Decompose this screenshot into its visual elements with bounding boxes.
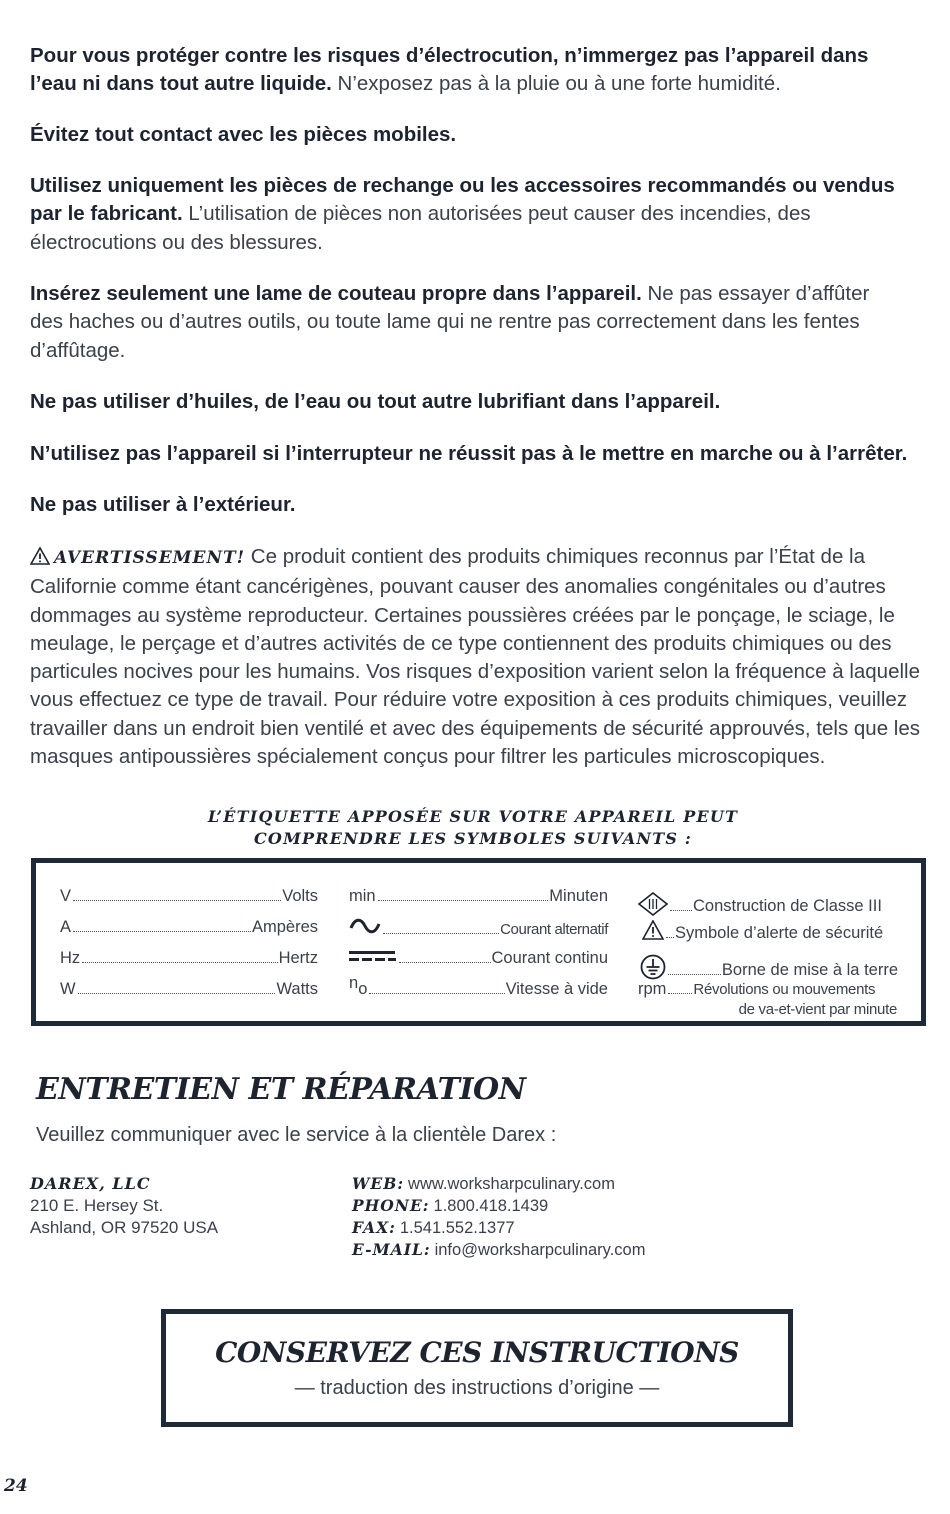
ground-terminal-icon [640,949,666,980]
safety-item-outdoor [30,491,920,519]
symbol-code-n: n [349,974,359,992]
symbol-row [60,980,318,999]
symbol-meaning: Hertz [278,949,318,967]
leader-dots [399,962,491,963]
symbols-table [31,858,926,1026]
safety-alert-icon [642,918,664,943]
symbol-code: min [349,887,376,905]
contact-web [352,1173,645,1195]
symbol-code: A [60,918,72,936]
symbol-row [349,918,608,939]
safety-item-bold: N’utilisez pas l’appareil si l’interrupteur ne réussit pas à le mettre en marche ou à l’arrêter. [30,442,908,465]
leader-dots [73,900,281,901]
page-number: 24 [4,1476,28,1496]
safety-item-moving-parts [30,121,920,149]
symbol-row [638,887,898,916]
safety-item-text: L’utilisation de pièces non autorisées peut causer des incendies, des électrocutions ou des blessures. [30,202,811,254]
leader-dots [78,993,276,994]
safety-item-bold: Évitez tout contact avec les pièces mobiles. [30,123,457,146]
safety-item-no-lubricant [30,388,920,416]
leader-dots [666,937,674,938]
symbol-row [60,887,318,906]
symbols-heading-line2: COMPRENDRE LES SYMBOLES SUIVANTS : [254,829,692,848]
symbol-code [349,974,368,999]
safety-item-bold: Ne pas utiliser d’huiles, de l’eau ou tout autre lubrifiant dans l’appareil. [30,390,721,413]
safety-item-bold: Pour vous protéger contre les risques d’électrocution, n’immergez pas l’appareil dans l’eau ni dans tout autre liquide. [30,44,869,96]
phone-number: 1.800.418.1439 [433,1197,549,1215]
safety-item-bold: Utilisez uniquement les pièces de rechange ou les accessoires recommandés ou vendus par le fabricant. [30,174,895,226]
leader-dots [73,931,251,932]
symbol-code-o: o [358,980,368,998]
leader-dots [82,962,277,963]
address-line-2: Ashland, OR 97520 USA [30,1218,219,1237]
symbol-code: rpm [638,980,667,998]
symbols-heading [0,806,946,850]
symbol-meaning: Watts [276,980,318,998]
symbol-row-continuation [739,1001,897,1018]
symbol-meaning: Borne de mise à la terre [721,961,898,979]
symbol-meaning: Minuten [549,887,608,905]
address-line-1: 210 E. Hersey St. [30,1196,164,1215]
safety-item-no-immersion [30,42,920,99]
warning-label: AVERTISSEMENT! [54,548,246,568]
symbol-meaning: Ampères [251,918,318,936]
safety-item-clean-blade [30,280,890,365]
leader-dots [668,993,692,994]
symbol-meaning: Vitesse à vide [505,980,608,998]
symbol-code: V [60,887,72,905]
symbol-row [60,949,318,968]
contact-details [352,1173,645,1261]
safety-item-bold: Insérez seulement une lame de couteau propre dans l’appareil. [30,282,642,305]
symbol-meaning: Courant continu [491,949,608,967]
contact-fax [352,1217,645,1239]
leader-dots [369,993,504,994]
symbol-meaning: Révolutions ou mouvements [693,981,876,998]
symbol-row [638,980,898,999]
keep-instructions-box [161,1309,793,1427]
symbol-row [640,949,898,980]
safety-item-text: N’exposez pas à la pluie ou à une forte humidité. [331,72,781,96]
safety-item-text: Ne pas essayer d’affûter des haches ou d’autres outils, ou toute lame qui ne rentre pas correctement dans les fentes d’affûtage. [30,282,870,362]
keep-subtitle: — traduction des instructions d’origine — [294,1377,660,1399]
symbol-meaning: de va-et-vient par minute [738,1001,897,1018]
email-link[interactable]: info@worksharpculinary.com [434,1241,646,1259]
email-label: E-MAIL: [352,1240,431,1259]
fax-label: FAX: [352,1218,396,1237]
keep-title: CONSERVEZ CES INSTRUCTIONS [215,1336,739,1369]
leader-dots [670,910,692,911]
service-intro: Veuillez communiquer avec le service à la clientèle Darex : [36,1124,557,1146]
leader-dots [378,900,549,901]
class-iii-icon [638,887,668,916]
company-name: DAREX, LLC [30,1174,151,1193]
leader-dots [668,974,721,975]
safety-item-bold: Ne pas utiliser à l’extérieur. [30,493,296,516]
direct-current-icon [349,949,397,968]
warning-text: Ce produit contient des produits chimiques reconnus par l’État de la Californie comme étant cancérigènes, pouvant causer des anomalies congénitales ou d’autres dommages au système reproducteur. Certaines poussières créées par le ponçage, le sciage, le meulage, le perçage et d’autres activités de ce type contiennent des produits chimiques ou des particules nocives pour les humains. Vos risques d’exposition varient selon la fréquence à laquelle vous effectuez ce type de travail. Pour réduire votre exposition à ces produits chimiques, veuillez travailler dans un endroit bien ventilé et avec des équipements de sécurité approuvés, tels que les masques antipoussières spécialement conçus pour filtrer les particules microscopiques. [30,545,921,769]
symbols-heading-line1: L’ÉTIQUETTE APPOSÉE SUR VOTRE APPAREIL PEUT [207,807,739,826]
company-address [30,1173,218,1239]
leader-dots [383,933,499,934]
symbol-row [349,974,608,999]
warning-triangle-icon [30,545,50,573]
symbol-meaning: Symbole d’alerte de sécurité [675,924,884,942]
symbol-meaning: Volts [282,887,318,905]
symbol-meaning: Courant alternatif [500,921,608,938]
symbol-row [60,918,318,937]
symbol-meaning: Construction de Classe III [693,897,882,915]
phone-label: PHONE: [352,1196,430,1215]
contact-email [352,1239,645,1261]
web-label: WEB: [352,1174,405,1193]
service-title: ENTRETIEN ET RÉPARATION [36,1072,526,1107]
symbol-row [642,918,898,943]
symbol-code: W [60,980,76,998]
safety-item-replacement-parts [30,172,920,257]
alternating-current-icon [349,918,381,939]
symbol-code: Hz [60,949,81,967]
web-link[interactable]: www.worksharpculinary.com [408,1175,615,1193]
prop65-warning [30,543,920,771]
safety-item-switch [30,440,920,468]
contact-phone [352,1195,645,1217]
symbol-row [349,949,608,968]
fax-number: 1.541.552.1377 [399,1219,515,1237]
symbol-row [349,887,608,906]
